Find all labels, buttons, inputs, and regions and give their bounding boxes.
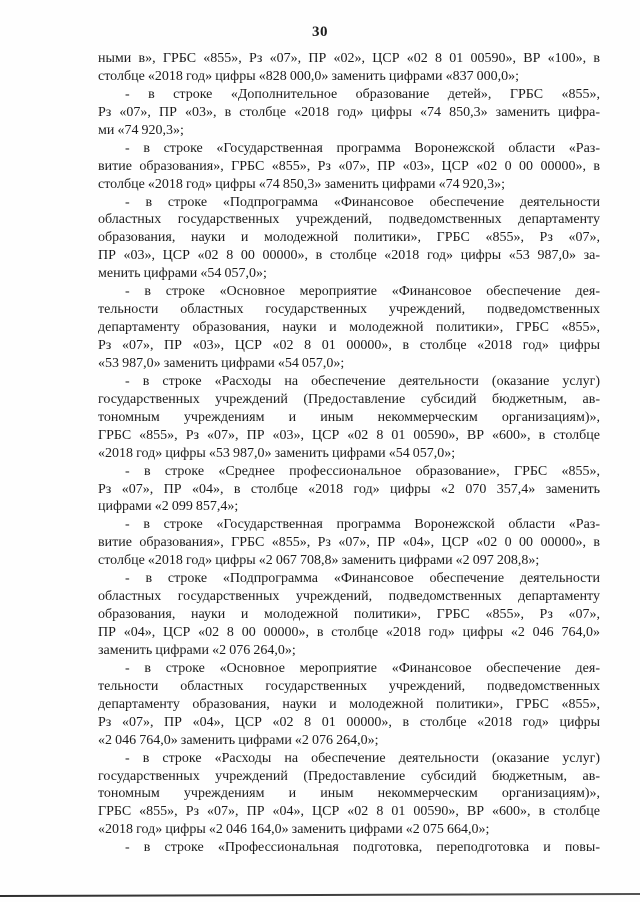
text-line: - в строке «Подпрограмма «Финансовое обеспечение деятельности bbox=[125, 194, 600, 210]
text-line: - в строке «Среднее профессиональное образование», ГРБС «855», bbox=[125, 463, 600, 479]
text-line: - в строке «Подпрограмма «Финансовое обеспечение деятельности bbox=[125, 571, 600, 587]
text-line: ми «74 920,3»; bbox=[98, 122, 184, 138]
text-line: - в строке «Расходы на обеспечение деятельности (оказание услуг) bbox=[125, 750, 600, 766]
text-line: департаменту образования, науки и молодежной политики», ГРБС «855», bbox=[98, 320, 600, 336]
text-line: ПР «03», ЦСР «02 8 00 00000», в столбце «2018 год» цифры «53 987,0» за- bbox=[98, 248, 600, 264]
text-line: Рз «07», ПР «03», ЦСР «02 8 01 00000», в столбце «2018 год» цифры bbox=[98, 338, 600, 353]
text-line: - в строке «Государственная программа Воронежской области «Раз- bbox=[125, 140, 600, 156]
text-line: департаменту образования, науки и молодежной политики», ГРБС «855», bbox=[98, 696, 600, 712]
text-line: ными в», ГРБС «855», Рз «07», ПР «02», ЦСР «02 8 01 00590», ВР «100», в bbox=[98, 51, 600, 66]
text-line: заменить цифрами «2 076 264,0»; bbox=[98, 642, 296, 658]
text-line: областных государственных учреждений, подведомственных департаменту bbox=[98, 212, 600, 228]
text-block bbox=[98, 50, 600, 857]
text-line: государственных учреждений (Предоставление субсидий бюджетным, ав- bbox=[98, 391, 600, 407]
text-line: областных государственных учреждений, подведомственных департаменту bbox=[98, 589, 600, 605]
text-line: Рз «07», ПР «04», в столбце «2018 год» цифры «2 070 357,4» заменить bbox=[98, 481, 600, 497]
text-line: «53 987,0» заменить цифрами «54 057,0»; bbox=[98, 355, 345, 371]
text-line: витие образования», ГРБС «855», Рз «07», ПР «04», ЦСР «02 0 00 00000», в bbox=[98, 535, 600, 551]
text-line: - в строке «Профессиональная подготовка, переподготовка и повы- bbox=[125, 840, 600, 856]
text-line: - в строке «Дополнительное образование детей», ГРБС «855», bbox=[125, 86, 600, 102]
text-line: «2018 год» цифры «2 046 164,0» заменить цифрами «2 075 664,0»; bbox=[98, 822, 490, 838]
text-line: тономным учреждениям и иным некоммерческим организациям)», bbox=[98, 786, 600, 802]
text-line: Рз «07», ПР «03», в столбце «2018 год» цифры «74 850,3» заменить цифра- bbox=[98, 104, 600, 120]
text-line: тономным учреждениям и иным некоммерческим организациям)», bbox=[98, 409, 600, 425]
text-line: витие образования», ГРБС «855», Рз «07», ПР «03», ЦСР «02 0 00 00000», в bbox=[98, 158, 600, 174]
text-line: столбце «2018 год» цифры «2 067 708,8» заменить цифрами «2 097 208,8»; bbox=[98, 553, 540, 569]
text-line: образования, науки и молодежной политики», ГРБС «855», Рз «07», bbox=[98, 230, 600, 246]
text-line: образования, науки и молодежной политики», ГРБС «855», Рз «07», bbox=[98, 607, 600, 623]
text-line: тельности областных государственных учреждений, подведомственных bbox=[98, 302, 600, 318]
page-number: 30 bbox=[312, 24, 328, 40]
text-line: Рз «07», ПР «04», ЦСР «02 8 01 00000», в столбце «2018 год» цифры bbox=[98, 714, 600, 730]
text-line: - в строке «Расходы на обеспечение деятельности (оказание услуг) bbox=[125, 373, 600, 389]
text-line: - в строке «Государственная программа Воронежской области «Раз- bbox=[125, 517, 600, 533]
text-line: столбце «2018 год» цифры «74 850,3» заменить цифрами «74 920,3»; bbox=[98, 176, 506, 192]
text-line: «2018 год» цифры «53 987,0» заменить цифрами «54 057,0»; bbox=[98, 445, 456, 461]
text-line: тельности областных государственных учреждений, подведомственных bbox=[98, 678, 600, 694]
text-line: государственных учреждений (Предоставление субсидий бюджетным, ав- bbox=[98, 768, 600, 784]
text-line: - в строке «Основное мероприятие «Финансовое обеспечение дея- bbox=[125, 284, 600, 300]
text-line: ГРБС «855», Рз «07», ПР «03», ЦСР «02 8 01 00590», ВР «600», в столбце bbox=[98, 427, 600, 443]
text-line: - в строке «Основное мероприятие «Финансовое обеспечение дея- bbox=[125, 660, 600, 676]
scan-edge-line bbox=[0, 893, 640, 897]
text-line: ПР «04», ЦСР «02 8 00 00000», в столбце «2018 год» цифры «2 046 764,0» bbox=[98, 625, 600, 640]
text-line: цифрами «2 099 857,4»; bbox=[98, 499, 239, 515]
text-line: «2 046 764,0» заменить цифрами «2 076 264,0»; bbox=[98, 732, 379, 748]
text-line: менить цифрами «54 057,0»; bbox=[98, 266, 267, 282]
text-line: ГРБС «855», Рз «07», ПР «04», ЦСР «02 8 01 00590», ВР «600», в столбце bbox=[98, 804, 600, 820]
text-line: столбце «2018 год» цифры «828 000,0» заменить цифрами «837 000,0»; bbox=[98, 68, 520, 84]
